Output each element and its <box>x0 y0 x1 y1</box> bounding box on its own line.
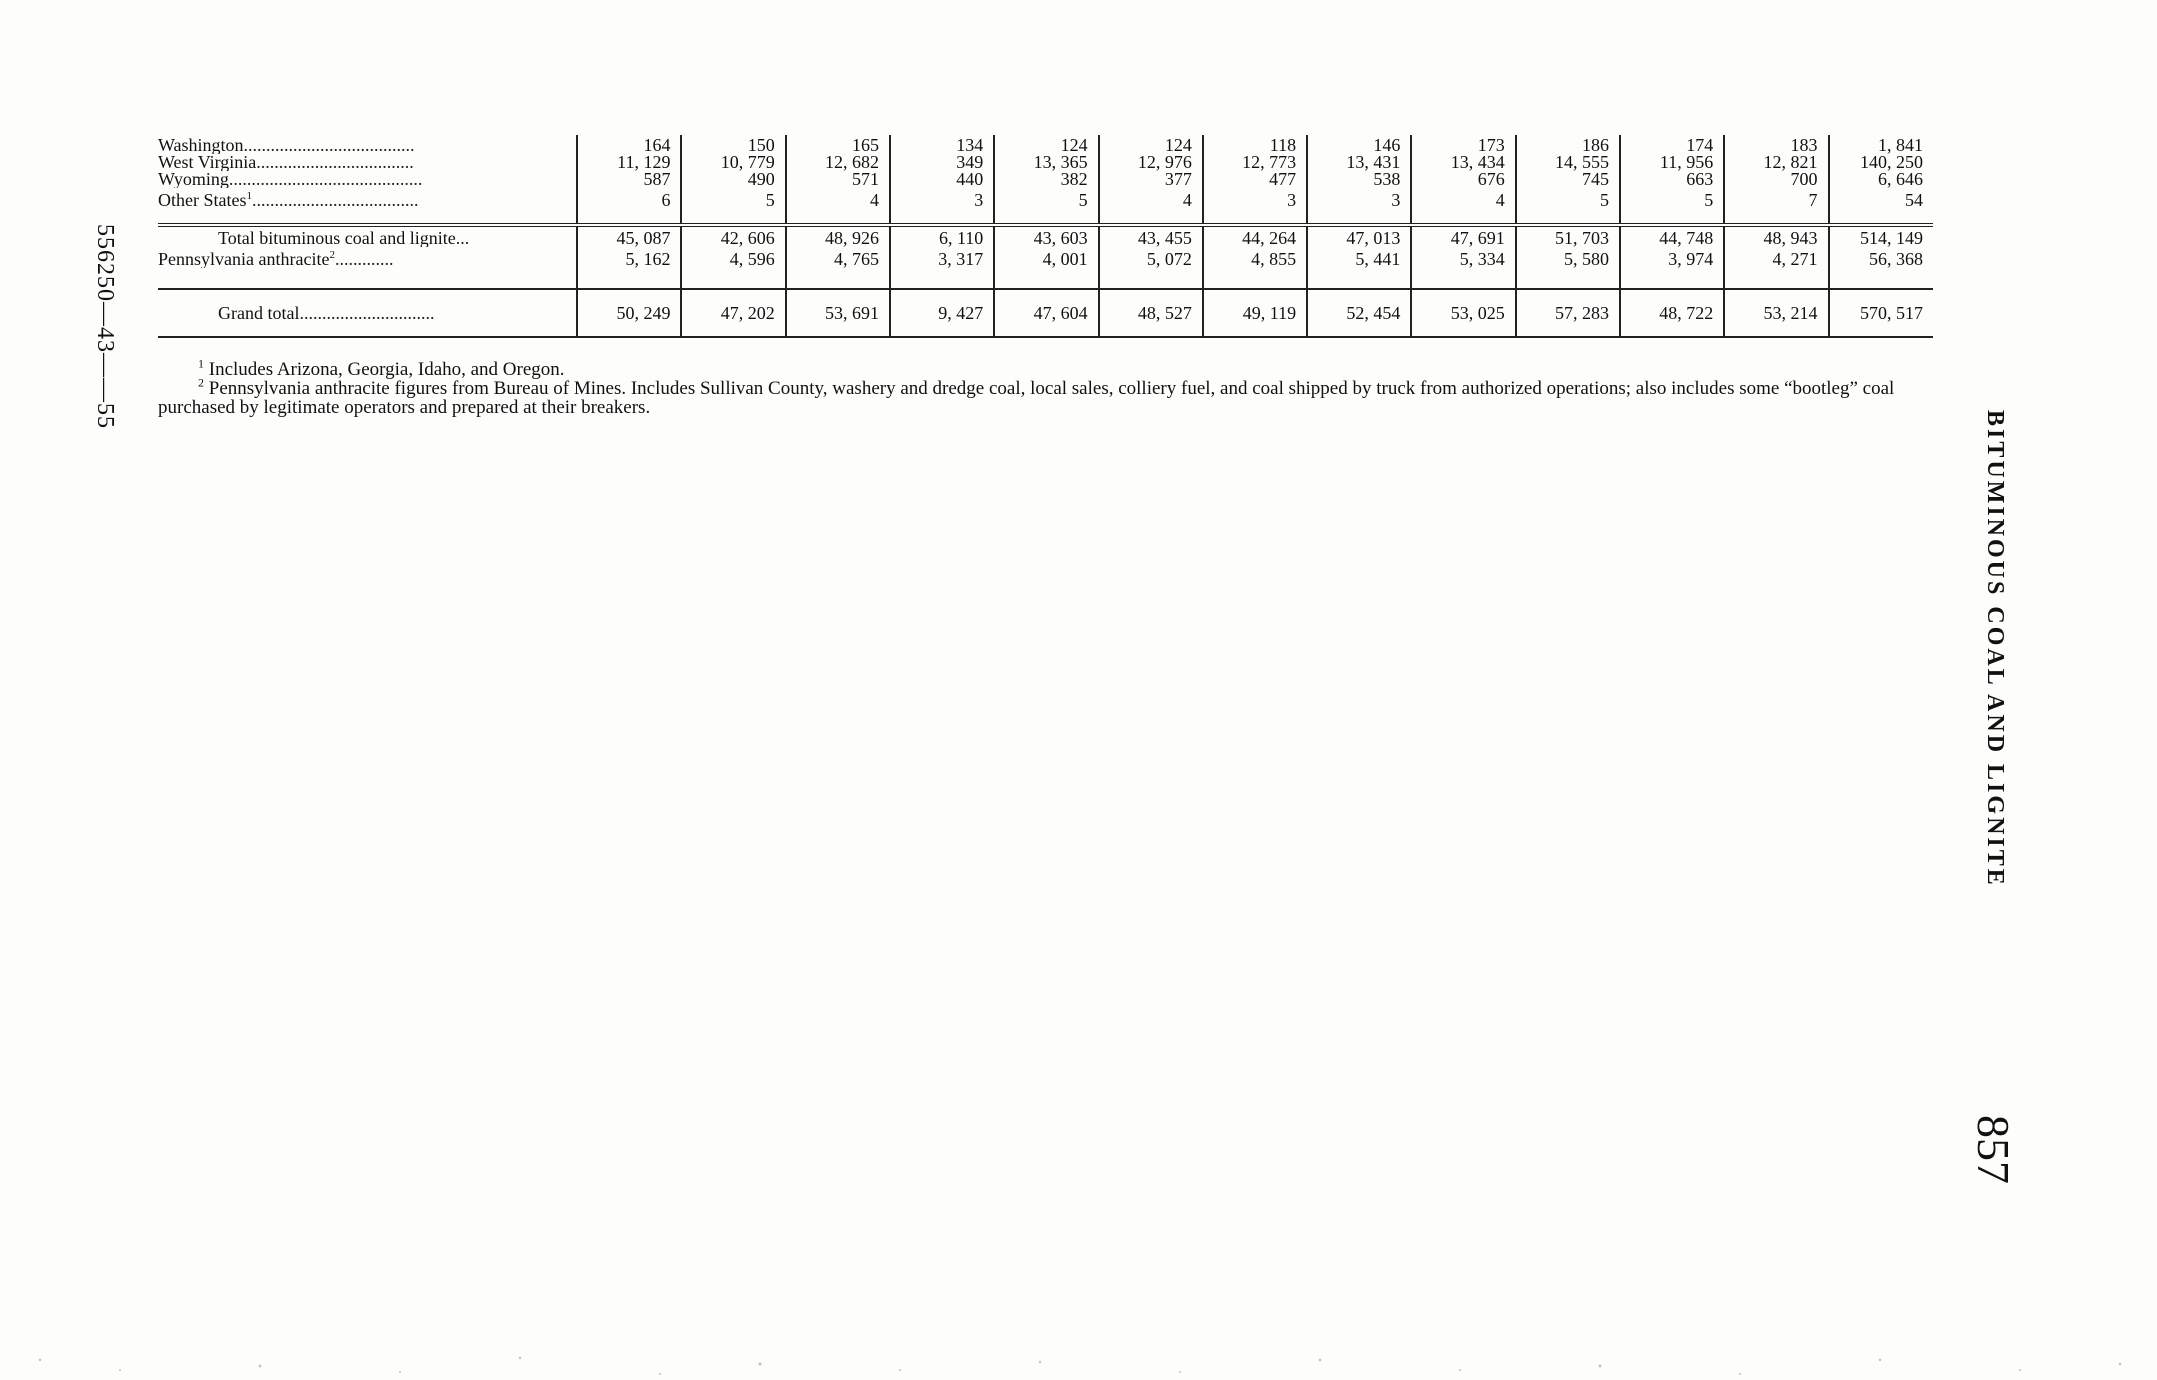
table-cell: 174 <box>1620 135 1724 154</box>
single-rule-row <box>158 268 1933 289</box>
footnote-ref: 2 <box>329 249 335 261</box>
table-cell: 3 <box>1203 188 1307 209</box>
table-cell: 54 <box>1829 188 1933 209</box>
table-cell: 140, 250 <box>1829 154 1933 171</box>
table-cell: 5, 580 <box>1516 247 1620 268</box>
table-cell: 4 <box>786 188 890 209</box>
table-cell: 514, 149 <box>1829 225 1933 247</box>
table-row <box>158 171 1933 188</box>
table-cell: 377 <box>1099 171 1203 188</box>
table-cell: 44, 264 <box>1203 225 1307 247</box>
table-cell: 12, 821 <box>1724 154 1828 171</box>
table-cell: 382 <box>994 171 1098 188</box>
table-row-grand-total <box>158 289 1933 337</box>
table-cell: 6, 110 <box>890 225 994 247</box>
production-table <box>158 135 1933 338</box>
table-cell: 165 <box>786 135 890 154</box>
table-cell: 676 <box>1411 171 1515 188</box>
table-cell: 5 <box>1516 188 1620 209</box>
table-cell: 11, 129 <box>577 154 681 171</box>
table-cell: 53, 025 <box>1411 289 1515 337</box>
table-cell: 663 <box>1620 171 1724 188</box>
running-head: BITUMINOUS COAL AND LIGNITE <box>1982 410 2008 888</box>
table-row <box>158 154 1933 171</box>
table-cell: 47, 202 <box>681 289 785 337</box>
table-cell: 477 <box>1203 171 1307 188</box>
table-cell: 440 <box>890 171 994 188</box>
footnote-ref: 1 <box>246 190 252 202</box>
table-cell: 7 <box>1724 188 1828 209</box>
table-cell: 47, 604 <box>994 289 1098 337</box>
footnote-2: $^2$ Pennsylvania anthracite figures from Bureau of Mines. Includes Sullivan County, washery and dredge coal, local sales, colliery fuel, and coal shipped by truck from authorized operations; also includes some “bootleg” coal purchased by legitimate operators and prepared at their breakers. <box>158 375 1895 418</box>
table-cell: 12, 976 <box>1099 154 1203 171</box>
table-cell: 150 <box>681 135 785 154</box>
table-cell: 47, 013 <box>1307 225 1411 247</box>
table-cell: 587 <box>577 171 681 188</box>
row-label: Washington...................................... <box>158 135 415 154</box>
table-cell: 571 <box>786 171 890 188</box>
table-cell: 3, 317 <box>890 247 994 268</box>
table-cell: 50, 249 <box>577 289 681 337</box>
table-cell: 56, 368 <box>1829 247 1933 268</box>
table-cell: 349 <box>890 154 994 171</box>
table-cell: 4, 596 <box>681 247 785 268</box>
table-cell: 44, 748 <box>1620 225 1724 247</box>
table-cell: 42, 606 <box>681 225 785 247</box>
row-label: Grand total.............................. <box>158 289 577 337</box>
table-cell: 48, 943 <box>1724 225 1828 247</box>
table-cell: 5, 441 <box>1307 247 1411 268</box>
table-cell: 52, 454 <box>1307 289 1411 337</box>
table-cell: 53, 691 <box>786 289 890 337</box>
table-cell: 4, 855 <box>1203 247 1307 268</box>
table-row-anthracite <box>158 247 1933 268</box>
table-cell: 124 <box>1099 135 1203 154</box>
table-cell: 745 <box>1516 171 1620 188</box>
table-cell: 6, 646 <box>1829 171 1933 188</box>
table-cell: 10, 779 <box>681 154 785 171</box>
table-cell: 43, 455 <box>1099 225 1203 247</box>
table-cell: 146 <box>1307 135 1411 154</box>
table-cell: 9, 427 <box>890 289 994 337</box>
scan-noise <box>0 1300 2157 1380</box>
table-cell: 13, 365 <box>994 154 1098 171</box>
table-cell: 4, 001 <box>994 247 1098 268</box>
table-cell: 45, 087 <box>577 225 681 247</box>
table-row-total-bituminous <box>158 225 1933 247</box>
table-cell: 3, 974 <box>1620 247 1724 268</box>
double-rule-row <box>158 209 1933 225</box>
table-cell: 13, 431 <box>1307 154 1411 171</box>
row-label: Other States$^1$..................................... <box>158 190 419 209</box>
table-cell: 43, 603 <box>994 225 1098 247</box>
table-cell: 538 <box>1307 171 1411 188</box>
table-cell: 183 <box>1724 135 1828 154</box>
table-cell: 164 <box>577 135 681 154</box>
table-cell: 5, 334 <box>1411 247 1515 268</box>
table-cell: 11, 956 <box>1620 154 1724 171</box>
table-cell: 47, 691 <box>1411 225 1515 247</box>
table-cell: 1, 841 <box>1829 135 1933 154</box>
table-cell: 57, 283 <box>1516 289 1620 337</box>
table-cell: 700 <box>1724 171 1828 188</box>
print-code: 556250—43——55 <box>92 224 118 429</box>
table-cell: 4 <box>1411 188 1515 209</box>
table-cell: 6 <box>577 188 681 209</box>
table-cell: 13, 434 <box>1411 154 1515 171</box>
row-label: West Virginia................................... <box>158 154 414 171</box>
table-cell: 48, 722 <box>1620 289 1724 337</box>
table-cell: 5, 162 <box>577 247 681 268</box>
table-cell: 570, 517 <box>1829 289 1933 337</box>
table-cell: 14, 555 <box>1516 154 1620 171</box>
table-row <box>158 188 1933 209</box>
page-number: 857 <box>1968 1115 2019 1184</box>
table-cell: 48, 527 <box>1099 289 1203 337</box>
row-label: Total bituminous coal and lignite... <box>218 228 470 247</box>
table-cell: 3 <box>890 188 994 209</box>
table-cell: 49, 119 <box>1203 289 1307 337</box>
table-cell: 12, 773 <box>1203 154 1307 171</box>
table-cell: 48, 926 <box>786 225 890 247</box>
row-label: Wyoming........................................... <box>158 171 423 188</box>
table-cell: 51, 703 <box>1516 225 1620 247</box>
table-cell: 5, 072 <box>1099 247 1203 268</box>
table-cell: 12, 682 <box>786 154 890 171</box>
production-table-wrapper <box>158 135 1933 338</box>
table-cell: 124 <box>994 135 1098 154</box>
table-cell: 3 <box>1307 188 1411 209</box>
table-cell: 490 <box>681 171 785 188</box>
table-cell: 5 <box>994 188 1098 209</box>
table-cell: 4 <box>1099 188 1203 209</box>
table-cell: 5 <box>1620 188 1724 209</box>
table-cell: 118 <box>1203 135 1307 154</box>
row-label: Pennsylvania anthracite$^2$............. <box>158 249 394 268</box>
table-cell: 5 <box>681 188 785 209</box>
table-cell: 173 <box>1411 135 1515 154</box>
table-cell: 53, 214 <box>1724 289 1828 337</box>
table-cell: 134 <box>890 135 994 154</box>
footnotes <box>158 356 1938 418</box>
table-cell: 4, 271 <box>1724 247 1828 268</box>
footnote-1: $^1$ Includes Arizona, Georgia, Idaho, and Oregon. <box>198 356 565 380</box>
table-cell: 4, 765 <box>786 247 890 268</box>
table-cell: 186 <box>1516 135 1620 154</box>
